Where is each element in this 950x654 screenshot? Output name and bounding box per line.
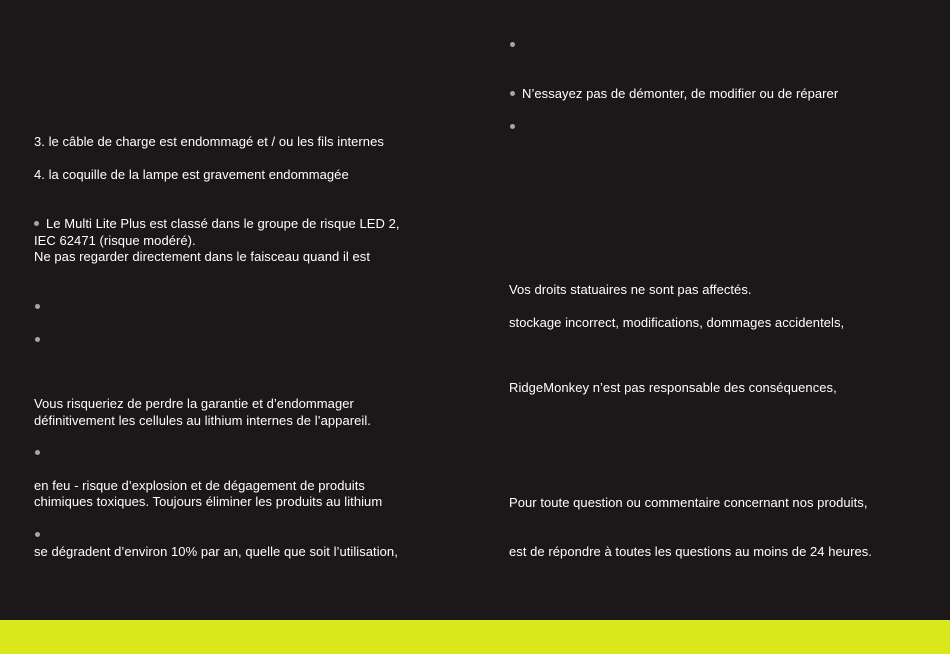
text-line: stockage incorrect, modifications, dommages accidentels, [509, 315, 845, 330]
text-line: Ne pas regarder directement dans le faisceau quand il est [34, 249, 370, 264]
bullet-item [34, 215, 400, 232]
text-line: IEC 62471 (risque modéré). [34, 233, 196, 248]
text-line: se dégradent d’environ 10% par an, quelle que soit l’utilisation, [34, 544, 398, 559]
text-line: définitivement les cellules au lithium internes de l’appareil. [34, 413, 371, 428]
text-line: est de répondre à toutes les questions au moins de 24 heures. [509, 544, 872, 559]
text-line: 4. la coquille de la lampe est gravement endommagée [34, 167, 349, 182]
bullet-icon [35, 304, 40, 309]
text-line: Pour toute question ou commentaire concernant nos produits, [509, 495, 868, 510]
bullet-icon [35, 337, 40, 342]
bullet-icon [34, 221, 39, 226]
text-line: 3. le câble de charge est endommagé et / ou les fils internes [34, 134, 384, 149]
text-line: chimiques toxiques. Toujours éliminer les produits au lithium [34, 494, 383, 509]
text-line: Le Multi Lite Plus est classé dans le groupe de risque LED 2, [46, 216, 400, 231]
text-line: Vous risqueriez de perdre la garantie et d’endommager [34, 396, 354, 411]
bullet-item [510, 85, 838, 102]
text-line: Vos droits statuaires ne sont pas affectés. [509, 282, 752, 297]
text-line: en feu - risque d’explosion et de dégagement de produits [34, 478, 365, 493]
bullet-icon [510, 124, 515, 129]
footer-accent-bar [0, 620, 950, 654]
text-line: N’essayez pas de démonter, de modifier ou de réparer [522, 86, 839, 101]
bullet-icon [35, 532, 40, 537]
text-line: RidgeMonkey n’est pas responsable des conséquences, [509, 380, 837, 395]
bullet-icon [35, 450, 40, 455]
bullet-icon [510, 42, 515, 47]
bullet-icon [510, 91, 515, 96]
